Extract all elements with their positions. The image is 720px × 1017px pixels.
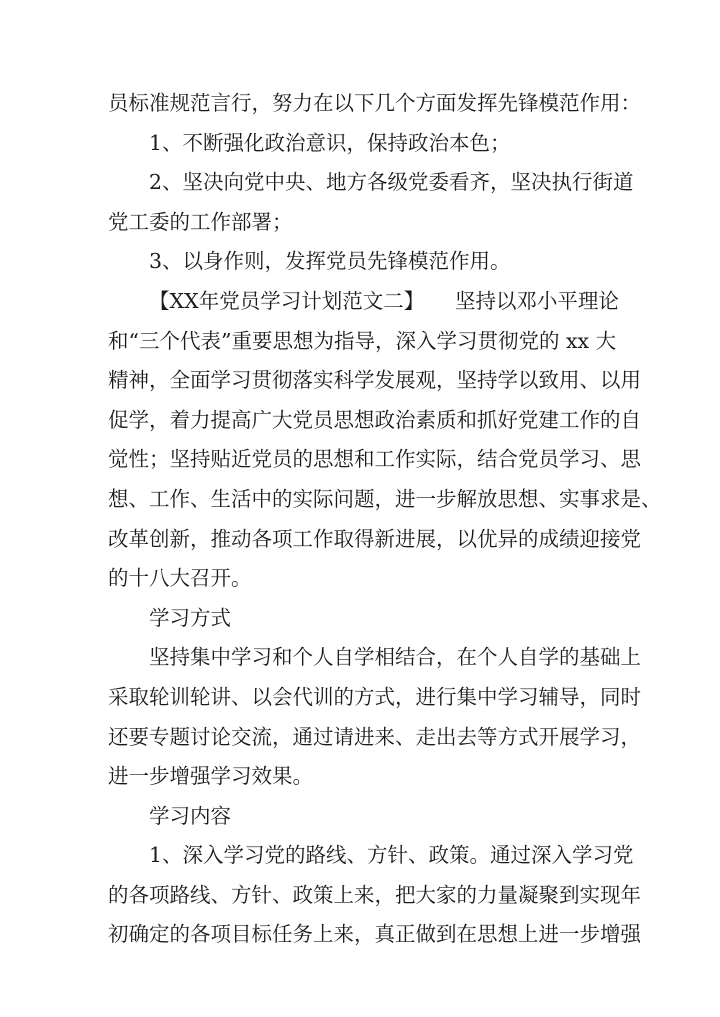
list-item-3: 3、以身作则，发挥党员先锋模范作用。 [149, 249, 511, 274]
text-line: 采取轮训轮讲、以会代训的方式，进行集中学习辅导，同时 [108, 684, 641, 709]
list-item-1: 1、不断强化政治意识，保持政治本色； [149, 130, 511, 155]
document-page [108, 84, 662, 955]
text-line: 坚持集中学习和个人自学相结合，在个人自学的基础上 [149, 645, 641, 670]
heading-study-content: 学习内容 [149, 803, 231, 828]
text-line: 的各项路线、方针、政策上来，把大家的力量凝聚到实现年 [108, 882, 641, 907]
heading-study-method: 学习方式 [149, 605, 231, 630]
text-line: 精神，全面学习贯彻落实科学发展观，坚持学以致用、以用 [108, 368, 641, 393]
text-line: 员标准规范言行，努力在以下几个方面发挥先锋模范作用： [108, 91, 641, 115]
text-line: 的十八大召开。 [108, 566, 252, 591]
text-line: 进一步增强学习效果。 [108, 764, 313, 789]
list-item-2: 2、坚决向党中央、地方各级党委看齐，坚决执行街道 [149, 170, 634, 195]
text-line: 觉性；坚持贴近党员的思想和工作实际，结合党员学习、思 [108, 447, 641, 472]
text-line: 1、深入学习党的路线、方针、政策。通过深入学习党 [149, 843, 634, 868]
text-line: 促学，着力提高广大党员思想政治素质和抓好党建工作的自 [108, 407, 641, 432]
section-title-line: 【XX年党员学习计划范文二】 坚持以邓小平理论 [149, 288, 619, 313]
text-line: 初确定的各项目标任务上来，真正做到在思想上进一步增强 [108, 922, 641, 947]
text-line: 还要专题讨论交流，通过请进来、走出去等方式开展学习， [108, 724, 641, 749]
text-line: 改革创新，推动各项工作取得新进展，以优异的成绩迎接党 [108, 526, 641, 551]
text-line: 党工委的工作部署； [108, 209, 293, 234]
text-line: 想、工作、生活中的实际问题，进一步解放思想、实事求是、 [108, 486, 662, 511]
text-line: 和“三个代表”重要思想为指导，深入学习贯彻党的 xx 大 [108, 328, 617, 353]
